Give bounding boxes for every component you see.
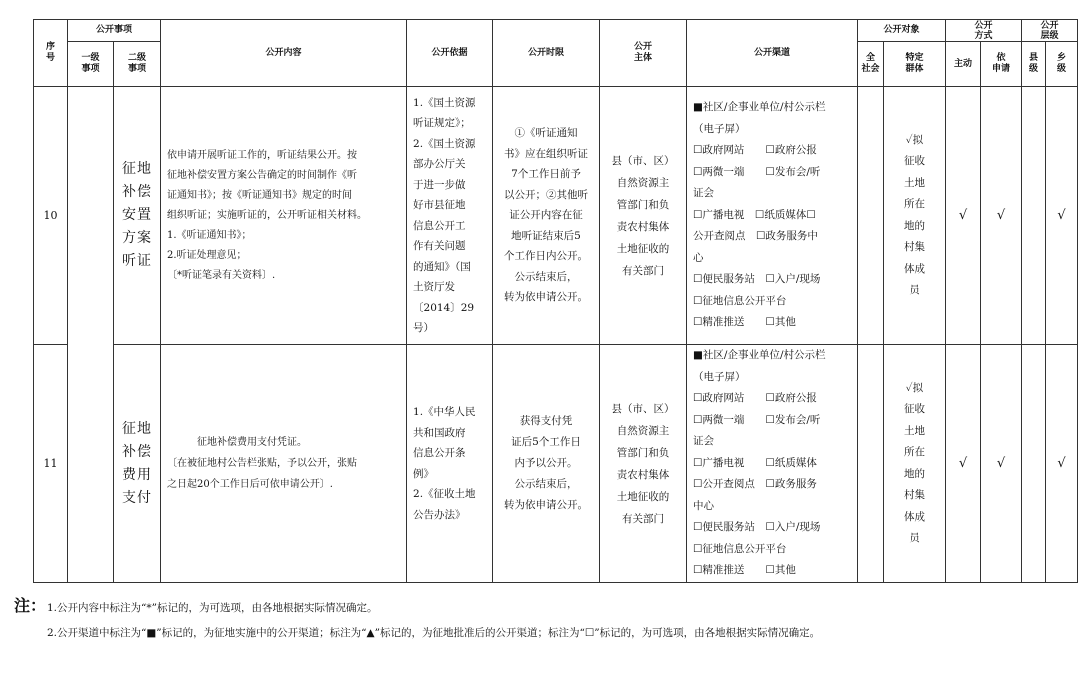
header-township: 乡 级 <box>1046 42 1078 87</box>
all-society-cell <box>858 345 884 583</box>
header-specific-group: 特定 群体 <box>884 42 946 87</box>
notes <box>14 593 1074 653</box>
basis-cell: 1.《中华人民 共和国政府 信息公开条 例》 2.《征收土地 公告办法》 <box>407 345 493 583</box>
header-index: 序 号 <box>34 20 68 87</box>
county-check <box>1022 345 1046 583</box>
township-check: √ <box>1046 87 1078 345</box>
specific-group-cell: ✓拟 征收 土地 所在 地的 村集 体成 员 <box>884 87 946 345</box>
header-row-1 <box>34 20 1078 42</box>
header-on-request: 依 申请 <box>981 42 1022 87</box>
note-2 <box>14 625 1074 653</box>
header-basis: 公开依据 <box>407 20 493 87</box>
notes-mark: 注： <box>14 596 47 615</box>
specific-group-cell: ✓拟 征收 土地 所在 地的 村集 体成 员 <box>884 345 946 583</box>
level2-cell: 征地 补偿 费用 支付 <box>114 345 161 583</box>
header-target: 公开对象 <box>858 20 946 42</box>
header-all-society: 全 社会 <box>858 42 884 87</box>
active-check: √ <box>946 345 981 583</box>
header-time-limit: 公开时限 <box>493 20 600 87</box>
time-limit-cell: ①《听证通知 书》应在组织听证 7个工作日前予 以公开；②其他听 证公开内容在征 地听证结束后5 个工作日内公开。 公示结束后， 转为依申请公开。 <box>493 87 600 345</box>
note-1 <box>14 593 1074 621</box>
header-method: 公开 方式 <box>946 20 1022 42</box>
channel-cell: ■社区/企事业单位/村公示栏 （电子屏） ☐政府网站 ☐政府公报 ☐两微一端 ☐发布会/听 证会 ☐广播电视 ☐纸质媒体☐ 公开查阅点 ☐政务服务中 心 ☐便民服务站 ☐入户/现场 ☐征地信息公开平台 ☐精准推送 ☐其他 <box>687 87 858 345</box>
channel-cell: ■社区/企事业单位/村公示栏 （电子屏） ☐政府网站 ☐政府公报 ☐两微一端 ☐发布会/听 证会 ☐广播电视 ☐纸质媒体 ☐公开查阅点 ☐政务服务 中心 ☐便民服务站 ☐入户/现场 ☐征地信息公开平台 ☐精准推送 ☐其他 <box>687 345 858 583</box>
table-row <box>34 345 1078 583</box>
header-level: 公开 层级 <box>1022 20 1078 42</box>
note-1-text: 1.公开内容中标注为“*”标记的，为可选项，由各地根据实际情况确定。 <box>47 602 378 614</box>
header-active: 主动 <box>946 42 981 87</box>
county-check <box>1022 87 1046 345</box>
disclosure-table <box>33 19 1078 583</box>
all-society-cell <box>858 87 884 345</box>
level2-cell: 征地 补偿 安置 方案 听证 <box>114 87 161 345</box>
on-request-check: √ <box>981 87 1022 345</box>
township-check: √ <box>1046 345 1078 583</box>
header-content: 公开内容 <box>161 20 407 87</box>
subject-cell: 县（市、区） 自然资源主 管部门和负 责农村集体 土地征收的 有关部门 <box>600 345 687 583</box>
header-level2: 二级 事项 <box>114 42 161 87</box>
level1-cell <box>68 87 114 583</box>
subject-cell: 县（市、区） 自然资源主 管部门和负 责农村集体 土地征收的 有关部门 <box>600 87 687 345</box>
header-channel: 公开渠道 <box>687 20 858 87</box>
table-row <box>34 87 1078 345</box>
header-subject: 公开 主体 <box>600 20 687 87</box>
content-cell: 征地补偿费用支付凭证。 〔在被征地村公告栏张贴，予以公开，张贴 之日起20个工作日后可依申请公开〕. <box>161 345 407 583</box>
row-index: 11 <box>34 345 68 583</box>
active-check: √ <box>946 87 981 345</box>
content-cell: 依申请开展听证工作的，听证结果公开。按 征地补偿安置方案公告确定的时间制作《听 证通知书》；按《听证通知书》规定的时间 组织听证；实施听证的，公开听证相关材料。 1.《听证通知书》； 2.听证处理意见； 〔*听证笔录有关资料〕. <box>161 87 407 345</box>
header-county: 县 级 <box>1022 42 1046 87</box>
time-limit-cell: 获得支付凭 证后5个工作日 内予以公开。 公示结束后， 转为依申请公开。 <box>493 345 600 583</box>
row-index: 10 <box>34 87 68 345</box>
header-matters: 公开事项 <box>68 20 161 42</box>
on-request-check: √ <box>981 345 1022 583</box>
note-2-text: 2.公开渠道中标注为“■”标记的，为征地实施中的公开渠道；标注为“▲”标记的，为征地批准后的公开渠道；标注为“☐”标记的，为可选项，由各地根据实际情况确定。 <box>47 627 821 639</box>
header-level1: 一级 事项 <box>68 42 114 87</box>
basis-cell: 1.《国土资源 听证规定》； 2.《国土资源 部办公厅关 于进一步做 好市县征地 信息公开工 作有关问题 的通知》（国 土资厅发 〔2014〕29 号） <box>407 87 493 345</box>
